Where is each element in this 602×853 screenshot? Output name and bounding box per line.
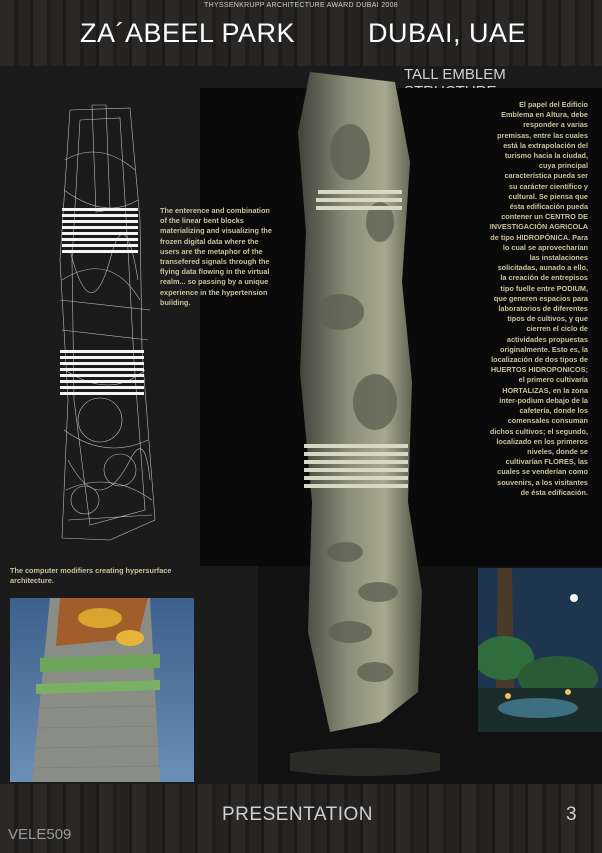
description-line: HORTALIZAS, en la zona: [502, 385, 588, 395]
description-line: ésta edificación pueda: [509, 202, 588, 212]
description-line: las instalaciones: [529, 253, 588, 263]
description-line: laboratorios de diferentes: [498, 304, 588, 314]
render-caption: The computer modifiers creating hypersurface architecture.: [10, 566, 172, 586]
description-line: característica pueda ser: [504, 171, 588, 181]
description-line: tipos de cultivos, y que: [507, 314, 588, 324]
description-line: cultivarían FLORES, las: [505, 457, 588, 467]
description-line: souvenirs, a los visitantes: [497, 477, 588, 487]
description-spanish: [428, 100, 588, 498]
description-line: está la extrapolación del: [503, 140, 588, 150]
wireframe-tower-drawing: [50, 100, 160, 560]
description-line: Emblema en Altura, debe: [501, 110, 588, 120]
description-line: actividades propuestas: [506, 334, 588, 344]
description-line: cuya principal: [538, 161, 588, 171]
description-line: contener un CENTRO DE: [501, 212, 588, 222]
description-line: responder a varias: [523, 120, 588, 130]
award-name: THYSSENKRUPP ARCHITECTURE AWARD DUBAI 2008: [204, 2, 398, 9]
author-code: VELE509: [8, 826, 72, 843]
night-garden-photo: [478, 568, 602, 732]
exterior-render-dusk: [10, 598, 194, 782]
description-line: HUERTOS HIDROPONICOS;: [490, 365, 588, 375]
project-subtitle: TALL EMBLEM: [404, 66, 506, 83]
description-line: de ésta edificación.: [520, 487, 588, 497]
description-line: cierren el ciclo de: [526, 324, 588, 334]
description-line: su carácter científico y: [508, 181, 588, 191]
description-line: tipo fuelle entre PODIUM,: [500, 283, 588, 293]
description-line: solicitadas, aunado a ello,: [497, 263, 588, 273]
description-line: premisas, entre las cuales: [497, 130, 588, 140]
description-line: dichos cultivos; el segundo,: [489, 426, 588, 436]
project-title: ZA´ABEEL PARK: [80, 18, 296, 48]
description-line: cafetería, donde los: [519, 406, 588, 416]
tower-render: [290, 72, 440, 784]
description-line: la creación de entrepisos: [500, 273, 588, 283]
project-location: DUBAI, UAE: [368, 18, 527, 48]
description-line: cultural. Se piensa que: [508, 191, 588, 201]
description-line: localización de dos tipos de: [491, 355, 588, 365]
description-line: localizado en los primeros: [496, 436, 588, 446]
description-line: comensales consuman: [507, 416, 588, 426]
description-line: originalmente. Esto es, la: [500, 344, 588, 354]
description-line: el primero cultivaría: [518, 375, 588, 385]
section-label: PRESENTATION: [222, 804, 373, 825]
description-line: turismo hacia la ciudad,: [504, 151, 588, 161]
description-line: INVESTIGACIÓN AGRICOLA: [489, 222, 588, 232]
description-line: El papel del Edificio: [519, 100, 588, 109]
description-line: niveles, donde se: [527, 446, 588, 456]
page-number: 3: [566, 804, 577, 825]
description-english: The enterence and combination of the linear bent blocks materializing and visualizing the frozen digital data where the users are the metaphor of the transefered signals through the flying data flowing in the virtual realm... so passing by a unique experience in the hypertension building.: [160, 206, 272, 307]
description-line: de tipo HIDROPÓNICA. Para: [490, 232, 588, 242]
description-line: cuales se venderían como: [497, 467, 588, 477]
description-line: que generen espacios para: [493, 293, 588, 303]
description-line: inter-podium debajo de la: [499, 395, 588, 405]
description-line: lo cual se aprovecharían: [502, 242, 588, 252]
